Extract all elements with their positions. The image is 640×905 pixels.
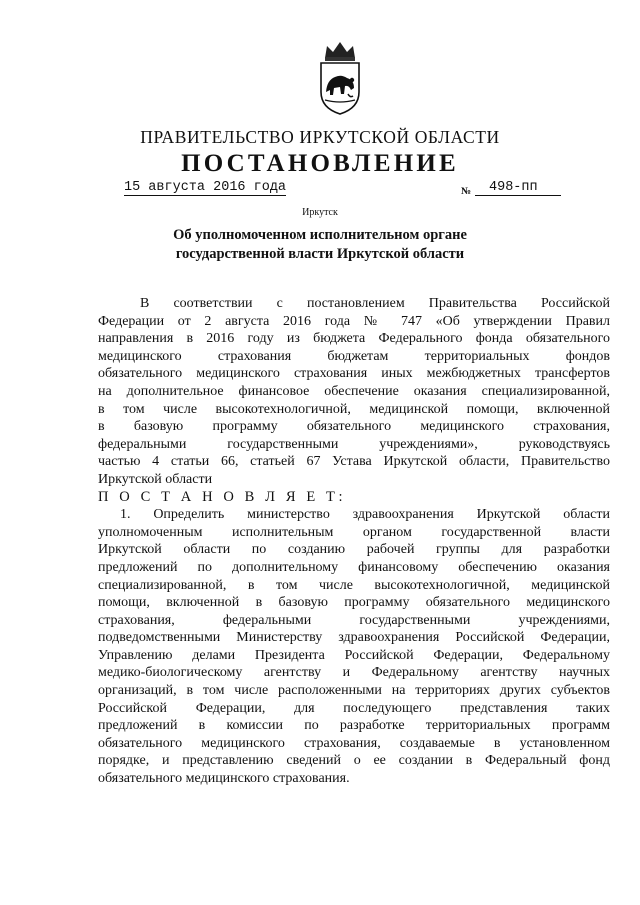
preamble-line: Федерации от 2 августа 2016 года № 747 «Об утверждении Правил xyxy=(98,313,610,329)
preamble-line: на дополнительное финансовое обеспечение оказания специализированной, xyxy=(98,383,610,399)
preamble-line: В соответствии с постановлением Правительства Российской xyxy=(140,296,610,311)
preamble-line: медицинского страхования бюджетам территориальных фондов xyxy=(98,348,610,364)
item-line: Иркутской области по созданию рабочей группы для разработки xyxy=(98,542,610,558)
preamble-line: в базовую программу обязательного медицинского страхования, xyxy=(98,419,610,435)
decrees-heading: П О С Т А Н О В Л Я Е Т: xyxy=(98,488,347,505)
item-line: Российской Федерации, для последующего представления таких xyxy=(98,700,610,716)
item-line: помощи, включенной в базовую программу обязательного медицинского xyxy=(98,595,610,611)
city-name: Иркутск xyxy=(302,207,338,218)
item-line: обязательного медицинского страхования, создаваемые в установленном xyxy=(98,735,610,751)
number-label: № xyxy=(461,186,472,197)
document-body xyxy=(98,295,610,788)
item-line: страхования, федеральными государственными учреждениями, xyxy=(98,612,610,628)
government-name: ПРАВИТЕЛЬСТВО ИРКУТСКОЙ ОБЛАСТИ xyxy=(140,127,500,147)
item-line: предложений в комиссии по разработке территориальных программ xyxy=(98,718,610,734)
preamble-line: в том числе высокотехнологичной, медицинской помощи, включенной xyxy=(98,401,610,417)
item-line: организаций, в том числе расположенными на территориях других субъектов xyxy=(98,683,610,699)
preamble-line: частью 4 статьи 66, статьей 67 Устава Иркутской области, Правительство xyxy=(98,454,610,470)
document-subject xyxy=(0,226,640,264)
preamble-line: направления в 2016 году из бюджета Федерального фонда обязательного xyxy=(98,331,610,347)
item-line: 1. Определить министерство здравоохранения Иркутской области xyxy=(120,507,610,523)
preamble-line: обязательного медицинского страхования иных межбюджетных трансфертов xyxy=(98,366,610,382)
item-line: порядке, и представлению сведений о ее создании в Федеральный фонд xyxy=(98,753,610,769)
item-line: Управлению делами Президента Российской Федерации, Федеральному xyxy=(98,647,610,663)
item-line: подведомственными Министерству здравоохранения Российской Федерации, xyxy=(98,630,610,646)
document-type: ПОСТАНОВЛЕНИЕ xyxy=(181,150,459,177)
preamble-line: федеральными государственными учреждениями», руководствуясь xyxy=(98,436,610,452)
item-line: медико-биологическому агентству и Федеральному агентству научных xyxy=(98,665,610,681)
document-number: 498-пп xyxy=(475,180,561,196)
date-value: 15 августа 2016 года xyxy=(124,180,287,195)
subject-line: государственной власти Иркутской области xyxy=(175,246,465,262)
irkutsk-coat-of-arms-icon xyxy=(317,40,363,116)
item-line: специализированной, в том числе высокотехнологичной, медицинской xyxy=(98,577,610,593)
item-line: уполномоченным исполнительным органом государственной власти xyxy=(98,524,610,540)
preamble-line: Иркутской области xyxy=(98,471,213,487)
subject-line: Об уполномоченном исполнительном органе xyxy=(173,227,467,243)
item-line: предложений по дополнительному финансовому обеспечению оказания xyxy=(98,559,610,575)
document-date xyxy=(124,180,286,196)
item-line: обязательного медицинского страхования. xyxy=(98,771,350,787)
